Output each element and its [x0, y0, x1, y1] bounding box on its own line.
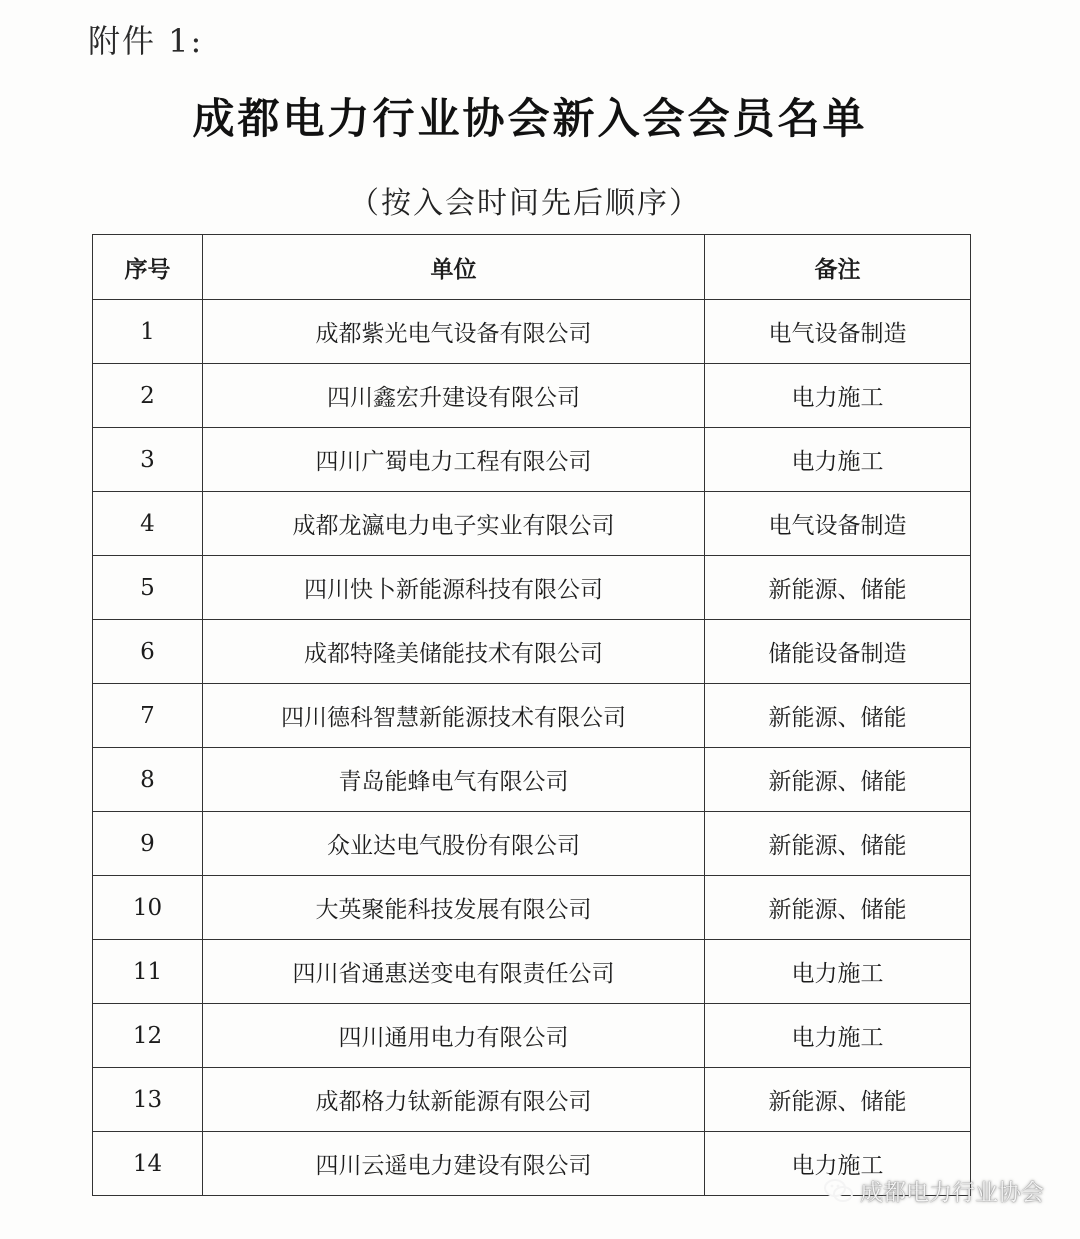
cell-remarks: 新能源、储能: [705, 876, 971, 940]
cell-unit-name: 四川通用电力有限公司: [203, 1004, 705, 1068]
cell-serial-number: 9: [93, 812, 203, 876]
cell-serial-number: 10: [93, 876, 203, 940]
cell-remarks: 电力施工: [705, 1004, 971, 1068]
table-row: [93, 812, 971, 876]
table-header-row: [93, 235, 971, 300]
cell-unit-name: 青岛能蜂电气有限公司: [203, 748, 705, 812]
table-row: [93, 620, 971, 684]
table-row: [93, 300, 971, 364]
header-serial-number: 序号: [93, 235, 203, 300]
cell-unit-name: 四川省通惠送变电有限责任公司: [203, 940, 705, 1004]
cell-serial-number: 3: [93, 428, 203, 492]
cell-remarks: 电力施工: [705, 364, 971, 428]
cell-serial-number: 14: [93, 1132, 203, 1196]
wechat-icon: [824, 1178, 854, 1204]
cell-remarks: 新能源、储能: [705, 748, 971, 812]
document-subtitle: （按入会时间先后顺序）: [349, 186, 701, 221]
attachment-label: 附件 1:: [88, 22, 204, 60]
member-table: [92, 234, 971, 1196]
table-row: [93, 876, 971, 940]
cell-unit-name: 大英聚能科技发展有限公司: [203, 876, 705, 940]
cell-serial-number: 7: [93, 684, 203, 748]
cell-serial-number: 13: [93, 1068, 203, 1132]
watermark-text: 成都电力行业协会: [860, 1180, 1044, 1206]
cell-unit-name: 成都格力钛新能源有限公司: [203, 1068, 705, 1132]
cell-serial-number: 4: [93, 492, 203, 556]
cell-remarks: 电力施工: [705, 428, 971, 492]
table-row: [93, 492, 971, 556]
cell-serial-number: 8: [93, 748, 203, 812]
table-row: [93, 364, 971, 428]
cell-serial-number: 12: [93, 1004, 203, 1068]
header-unit: 单位: [203, 235, 705, 300]
cell-remarks: 新能源、储能: [705, 1068, 971, 1132]
table-row: [93, 428, 971, 492]
table-row: [93, 748, 971, 812]
cell-remarks: 新能源、储能: [705, 556, 971, 620]
cell-unit-name: 四川德科智慧新能源技术有限公司: [203, 684, 705, 748]
header-remarks: 备注: [705, 235, 971, 300]
cell-remarks: 储能设备制造: [705, 620, 971, 684]
watermark: [824, 1174, 1044, 1207]
cell-unit-name: 成都龙瀛电力电子实业有限公司: [203, 492, 705, 556]
table-row: [93, 684, 971, 748]
cell-remarks: 新能源、储能: [705, 684, 971, 748]
member-rows: [93, 300, 971, 1196]
cell-remarks: 电气设备制造: [705, 492, 971, 556]
cell-serial-number: 2: [93, 364, 203, 428]
table-row: [93, 1004, 971, 1068]
cell-serial-number: 11: [93, 940, 203, 1004]
cell-remarks: 新能源、储能: [705, 812, 971, 876]
cell-remarks: 电气设备制造: [705, 300, 971, 364]
table-row: [93, 556, 971, 620]
cell-remarks: 电力施工: [705, 1132, 971, 1196]
cell-serial-number: 1: [93, 300, 203, 364]
cell-unit-name: 众业达电气股份有限公司: [203, 812, 705, 876]
table-row: [93, 940, 971, 1004]
cell-unit-name: 成都紫光电气设备有限公司: [203, 300, 705, 364]
cell-unit-name: 四川鑫宏升建设有限公司: [203, 364, 705, 428]
cell-unit-name: 四川云遥电力建设有限公司: [203, 1132, 705, 1196]
cell-serial-number: 6: [93, 620, 203, 684]
table-row: [93, 1068, 971, 1132]
cell-unit-name: 四川广蜀电力工程有限公司: [203, 428, 705, 492]
document-title: 成都电力行业协会新入会会员名单: [192, 94, 868, 143]
cell-unit-name: 四川快卜新能源科技有限公司: [203, 556, 705, 620]
cell-remarks: 电力施工: [705, 940, 971, 1004]
cell-serial-number: 5: [93, 556, 203, 620]
cell-unit-name: 成都特隆美储能技术有限公司: [203, 620, 705, 684]
